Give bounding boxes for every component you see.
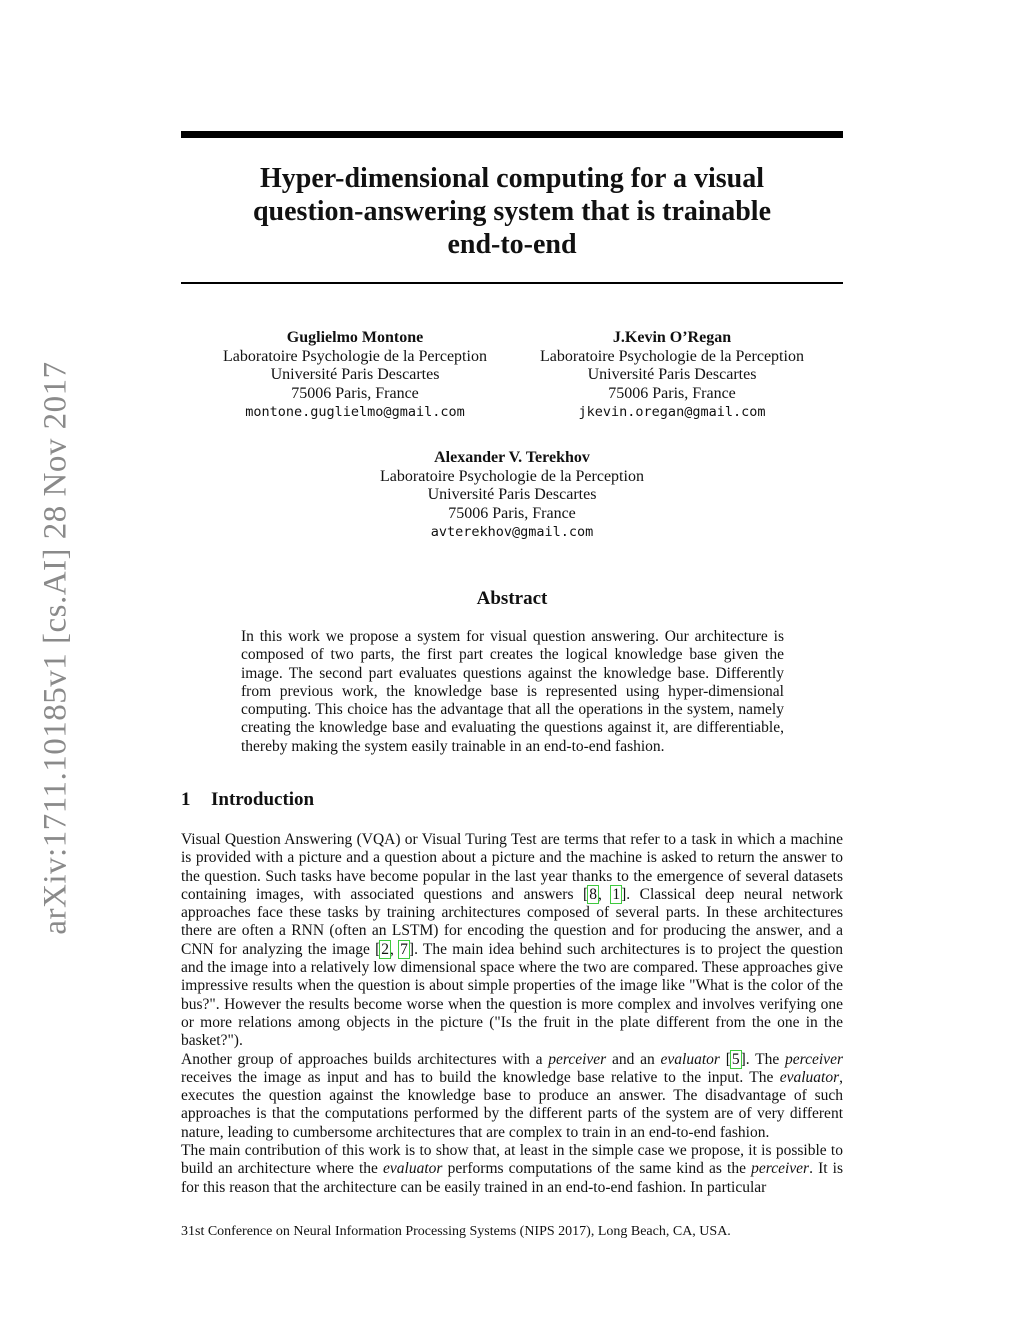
author-name: Guglielmo Montone xyxy=(286,329,424,346)
emphasis: evaluator xyxy=(383,1160,443,1178)
citation-link[interactable]: 1 xyxy=(612,885,621,903)
author-block-1 xyxy=(205,329,505,422)
author-university: Université Paris Descartes xyxy=(587,366,757,383)
text-run: Another group of approaches builds architectures with a xyxy=(181,1050,549,1068)
author-city: 75006 Paris, France xyxy=(291,384,419,402)
intro-paragraph-3 xyxy=(181,1142,843,1197)
title-bottom-rule xyxy=(181,282,843,284)
author-email[interactable]: montone.guglielmo@gmail.com xyxy=(245,404,465,420)
emphasis: perceiver xyxy=(548,1050,607,1068)
text-run: ]. Classical deep neural network approaches face these tasks by training architectures composed of several parts. In these architectures there are often a RNN (often an LSTM) for encoding the question and for producing the answer, and a CNN for analyzing the image [ xyxy=(181,885,843,958)
citation-link[interactable]: 8 xyxy=(589,885,597,903)
citation-link[interactable]: 7 xyxy=(400,940,408,958)
arxiv-identifier-stamp: arXiv:1711.10185v1 [cs.AI] 28 Nov 2017 xyxy=(37,361,74,935)
emphasis: perceiver xyxy=(751,1160,810,1178)
text-run: [ xyxy=(719,1050,731,1068)
author-university: Université Paris Descartes xyxy=(427,486,597,503)
citation-link[interactable]: 2 xyxy=(381,940,390,958)
author-name: J.Kevin O’Regan xyxy=(612,329,732,346)
author-email[interactable]: jkevin.oregan@gmail.com xyxy=(578,404,766,420)
title-line-2: question-answering system that is trainable xyxy=(252,196,771,227)
text-run: receives the image as input and has to build the knowledge base relative to the input. The xyxy=(181,1068,780,1086)
title-line-1: Hyper-dimensional computing for a visual xyxy=(259,163,765,194)
abstract-text: In this work we propose a system for visual question answering. Our architecture is composed of two parts, the first part creates the logical knowledge base given the image. The second part evaluates questions against the knowledge base. Differently from previous work, the knowledge base is represented using hyper-dimensional computing. This choice has the advantage that all the operations in the system, namely creating the knowledge base and evaluating the questions against it, are differentiable, thereby making the system easily trainable in an end-to-end fashion. xyxy=(241,628,784,755)
abstract-heading: Abstract xyxy=(476,588,548,609)
text-run: Visual Question Answering (VQA) or Visual Turing Test are terms that refer to a task in which a machine is provided with a picture and a question about a picture and the machine is asked to return the answer to the question. Such tasks have become popular in the last year thanks to the emergence of several datasets containing images, with associated questions and answers [ xyxy=(181,831,843,903)
introduction-body xyxy=(181,831,843,1197)
intro-paragraph-1: Visual Question Answering (VQA) or Visual Turing Test are terms that refer to a task in which a machine is provided with a picture and a question about a picture and the machine is asked to return the answer to the question. Such tasks have become popular in the last year thanks to the emergence of several datasets containing images, with associated questions and answers [8, 1]. Classical deep neural network approaches face these tasks by training architectures composed of several parts. In these architectures there are often a RNN (often an LSTM) for encoding the question and for producing the answer, and a CNN for analyzing the image [2, 7]. The main idea behind such architectures is to project the question and the image into a relatively low dimensional space where the two are compared. These approaches give impressive results when the question is about simple properties of the image like "What is the color of the bus?". However the results become worse when the question is more complex and involves verifying one or more relations among objects in the picture ("Is the fruit in the plate different from the one in the basket?"). xyxy=(181,831,844,1050)
text-run: ]. The xyxy=(740,1050,786,1068)
emphasis: perceiver xyxy=(785,1050,843,1068)
author-name: Alexander V. Terekhov xyxy=(434,449,590,466)
emphasis: evaluator xyxy=(779,1068,840,1086)
author-lab: Laboratoire Psychologie de la Perception xyxy=(380,467,644,485)
emphasis: evaluator xyxy=(660,1050,720,1068)
section-title: Introduction xyxy=(211,789,315,810)
section-heading-introduction xyxy=(181,789,314,811)
text-run: ]. The main idea behind such architectures is to project the question and the image into a relatively low dimensional space where the two are compared. These approaches give impressive results when the question is about simple properties of the image like "What is the color of the bus?". However the results become worse when the question is more complex and involves verifying one or more relations among objects in the picture ("Is the fruit in the plate different from the one in the basket?"). xyxy=(181,940,844,1050)
text-run: and an xyxy=(606,1050,661,1068)
author-lab: Laboratoire Psychologie de la Perception xyxy=(223,347,487,365)
text-run: , executes the question against the knowledge base to produce an answer. The disadvantage of such approaches is that the computations performed by the different parts of the system are of very different nature, leading to cumbersome architectures that are complex to train in an end-to-end fashion. xyxy=(181,1068,843,1141)
title-line-3: end-to-end xyxy=(447,229,577,260)
author-block-3 xyxy=(362,449,662,542)
section-number: 1 xyxy=(181,789,191,810)
intro-paragraph-2 xyxy=(181,1051,843,1142)
author-lab: Laboratoire Psychologie de la Perception xyxy=(540,347,804,365)
author-city: 75006 Paris, France xyxy=(608,384,736,402)
author-city: 75006 Paris, France xyxy=(448,504,576,522)
author-university: Université Paris Descartes xyxy=(270,366,440,383)
citation-link[interactable]: 5 xyxy=(731,1050,740,1068)
text-run: performs computations of the same kind as the xyxy=(442,1160,752,1178)
text-run: . It is for this reason that the architecture can be easily trained in an end-to-end fashion. In particular xyxy=(181,1160,844,1196)
paper-title xyxy=(181,162,843,261)
author-block-2 xyxy=(522,329,822,422)
conference-footnote: 31st Conference on Neural Information Processing Systems (NIPS 2017), Long Beach, CA, USA. xyxy=(181,1224,731,1239)
text-run: The main contribution of this work is to show that, at least in the simple case we propose, it is possible to build an architecture where the xyxy=(181,1142,843,1178)
author-email[interactable]: avterekhov@gmail.com xyxy=(430,524,594,540)
title-top-rule xyxy=(181,131,843,138)
